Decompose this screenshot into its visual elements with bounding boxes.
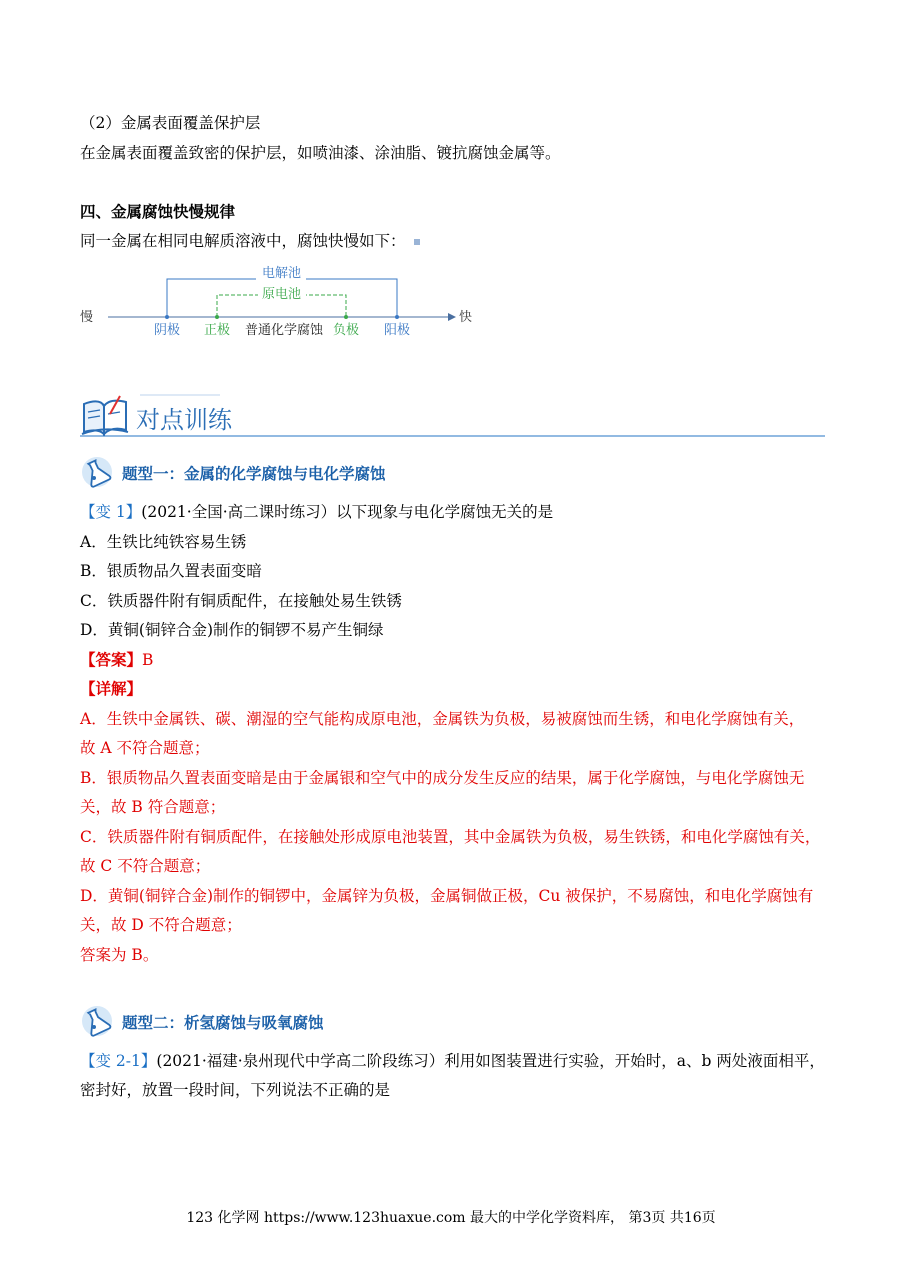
subsection-title: （2）金属表面覆盖保护层 (80, 114, 261, 132)
slow-label: 慢 (80, 310, 94, 325)
question-type-title: 题型二：析氢腐蚀与吸氧腐蚀 (122, 1014, 324, 1032)
anode-label: 阳极 (384, 323, 411, 338)
practice-banner (80, 392, 825, 440)
flask-icon (80, 1005, 114, 1037)
anchor-icon (414, 239, 420, 245)
chemical-corrosion-label: 普通化学腐蚀 (245, 323, 324, 338)
question-tag: 【变 2-1】 (80, 1052, 157, 1070)
page-footer: 123 化学网 https://www.123huaxue.com 最大的中学化学资料库， 第3页 共16页 (186, 1210, 716, 1226)
explain-line: 关，故 D 不符合题意； (80, 916, 242, 934)
section-heading: 四、金属腐蚀快慢规律 (80, 203, 236, 221)
question-type-title: 题型一：金属的化学腐蚀与电化学腐蚀 (122, 465, 386, 483)
book-icon (82, 396, 128, 434)
positive-label: 正极 (204, 323, 231, 338)
explain-line: 故 C 不符合题意； (80, 857, 211, 875)
galvanic-label: 原电池 (262, 287, 302, 302)
question-stem: 【变 2-1】(2021·福建·泉州现代中学高二阶段练习）利用如图装置进行实验，开始时，a、b 两处液面相平， (80, 1052, 825, 1070)
question-tag: 【变 1】 (80, 503, 142, 521)
option-a: A．生铁比纯铁容易生锈 (80, 533, 247, 551)
question-stem-continued: 密封好，放置一段时间，下列说法不正确的是 (80, 1081, 391, 1099)
option-c: C．铁质器件附有铜质配件，在接触处易生铁锈 (80, 592, 402, 610)
explain-line: C．铁质器件附有铜质配件，在接触处形成原电池装置，其中金属铁为负极，易生铁锈，和电化学腐蚀有关， (80, 828, 821, 846)
option-b: B．银质物品久置表面变暗 (80, 562, 262, 580)
explain-tag: 【详解】 (80, 680, 143, 698)
explain-line: B．银质物品久置表面变暗是由于金属银和空气中的成分发生反应的结果，属于化学腐蚀，与电化学腐蚀无 (80, 769, 805, 787)
answer-line (80, 650, 153, 670)
question-stem: 【变 1】(2021·全国·高二课时练习）以下现象与电化学腐蚀无关的是 (80, 503, 554, 521)
explain-line: 关，故 B 符合题意； (80, 798, 226, 816)
paragraph: 同一金属在相同电解质溶液中，腐蚀快慢如下： (80, 232, 406, 250)
electrolytic-label: 电解池 (262, 266, 302, 281)
fast-label: 快 (459, 310, 473, 325)
paragraph: 在金属表面覆盖致密的保护层，如喷油漆、涂油脂、镀抗腐蚀金属等。 (80, 144, 561, 162)
banner-title: 对点训练 (136, 406, 232, 434)
corrosion-rate-diagram (80, 258, 480, 340)
flask-icon (80, 456, 114, 488)
explain-line: 故 A 不符合题意； (80, 739, 210, 757)
answer-tag: 【答案】 (80, 651, 143, 669)
axis-arrow (448, 313, 456, 321)
answer-value: B (142, 651, 154, 669)
negative-label: 负极 (333, 323, 360, 338)
explain-line: A．生铁中金属铁、碳、潮湿的空气能构成原电池，金属铁为负极，易被腐蚀而生锈，和电化学腐蚀有关， (80, 710, 805, 728)
cathode-label: 阴极 (154, 323, 181, 338)
option-d: D．黄铜(铜锌合金)制作的铜锣不易产生铜绿 (80, 621, 384, 639)
explain-conclusion: 答案为 B。 (80, 946, 159, 964)
explain-line: D．黄铜(铜锌合金)制作的铜锣中，金属锌为负极，金属铜做正极，Cu 被保护，不易腐蚀，和电化学腐蚀有 (80, 887, 814, 905)
